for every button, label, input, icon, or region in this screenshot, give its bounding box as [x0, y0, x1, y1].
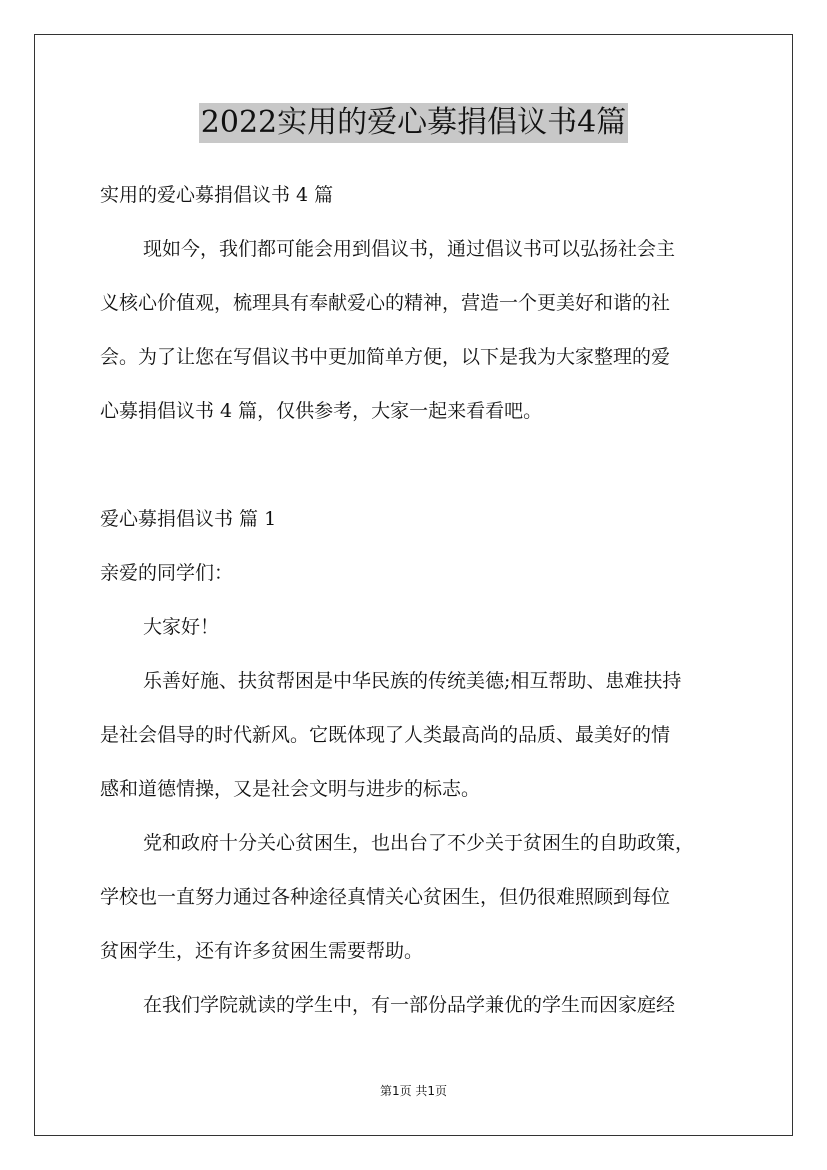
intro-line: 会。为了让您在写倡议书中更加简单方便，以下是我为大家整理的爱: [100, 346, 671, 368]
document-title: 2022实用的爱心募捐倡议书4篇: [199, 103, 628, 143]
salutation: 亲爱的同学们：: [100, 562, 234, 584]
intro-line: 现如今，我们都可能会用到倡议书，通过倡议书可以弘扬社会主: [143, 238, 676, 260]
paragraph-line: 乐善好施、扶贫帮困是中华民族的传统美德;相互帮助、患难扶持: [143, 670, 682, 692]
document-title-container: [0, 103, 827, 143]
paragraph-line: 党和政府十分关心贫困生，也出台了不少关于贫困生的自助政策，: [143, 832, 695, 854]
paragraph-line: 感和道德情操，又是社会文明与进步的标志。: [100, 778, 481, 800]
paragraph-line: 贫困学生，还有许多贫困生需要帮助。: [100, 940, 424, 962]
section-heading: 爱心募捐倡议书 篇 1: [100, 508, 277, 530]
paragraph-line: 学校也一直努力通过各种途径真情关心贫困生，但仍很难照顾到每位: [100, 886, 671, 908]
paragraph-line: 是社会倡导的时代新风。它既体现了人类最高尚的品质、最美好的情: [100, 724, 671, 746]
document-subtitle: 实用的爱心募捐倡议书 4 篇: [100, 184, 334, 206]
intro-line: 心募捐倡议书 4 篇，仅供参考，大家一起来看看吧。: [100, 400, 543, 422]
intro-line: 义核心价值观，梳理具有奉献爱心的精神，营造一个更美好和谐的社: [100, 292, 671, 314]
page-footer: 第1页 共1页: [379, 1084, 448, 1098]
greeting: 大家好！: [143, 616, 220, 638]
paragraph-line: 在我们学院就读的学生中，有一部份品学兼优的学生而因家庭经: [143, 994, 676, 1016]
